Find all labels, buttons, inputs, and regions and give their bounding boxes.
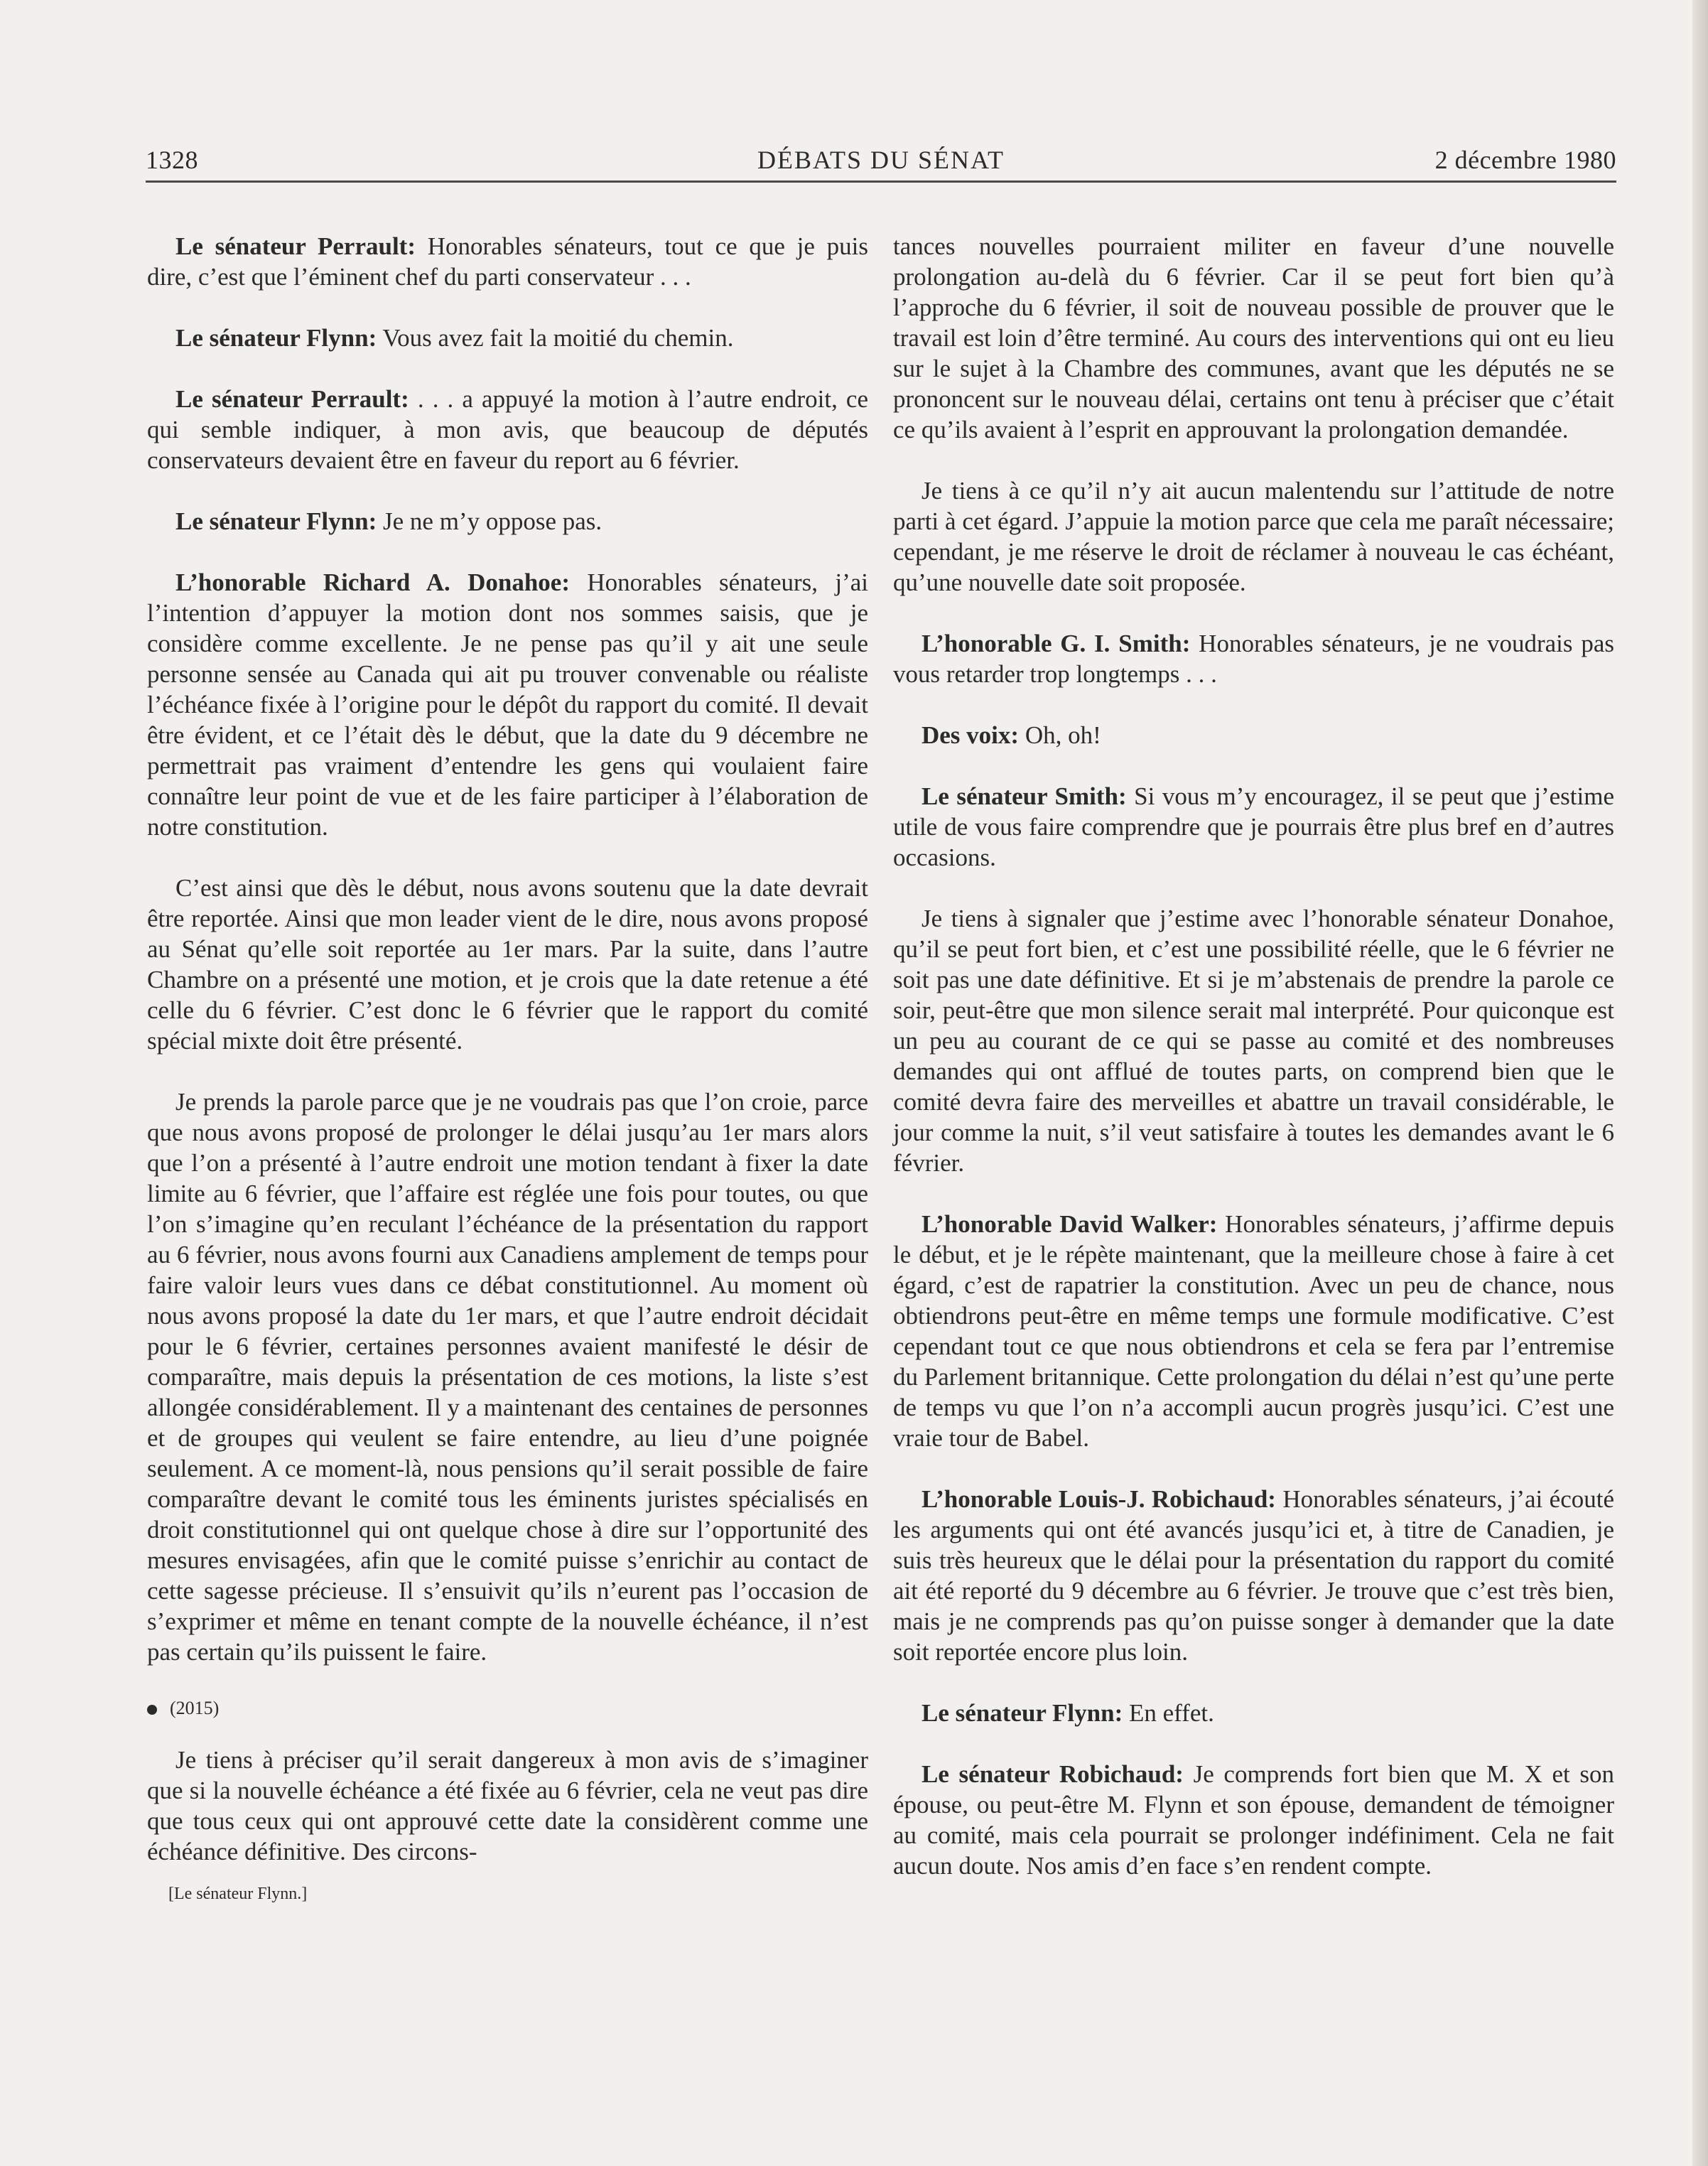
time-marker-text: (2015): [170, 1698, 220, 1718]
paragraph-text: Honorables sénateurs, j’ai écouté les arguments qui ont été avancés jusqu’ici et, à titre de Canadien, je suis très heureux que le délai pour la présentation du rapport du comité ait été reporté du 9 décembre au 6 février. Je trouve que c’est très bien, mais je ne comprends pas qu’on puisse songer à demander que la date soit reportée encore plus loin.: [893, 1485, 1614, 1666]
paragraph-text: Honorables sénateurs, je ne voudrais pas vous retarder trop longtemps . . .: [893, 630, 1614, 688]
paragraph: [147, 567, 868, 842]
right-column: [893, 231, 1614, 1912]
speaker-name: L’honorable David Walker:: [921, 1210, 1218, 1238]
paragraph-text: Je prends la parole parce que je ne voudrais pas que l’on croie, parce que nous avons proposé de prolonger le délai jusqu’au 1er mars alors que l’on a présenté à l’autre endroit une motion tendant à fixer la date limite au 6 février, que l’affaire est réglée une fois pour toutes, ou que l’on s’imagine qu’en reculant l’échéance de la présentation du rapport au 6 février, nous avons fourni aux Canadiens amplement de temps pour faire valoir leurs vues dans ce débat constitutionnel. Au moment où nous avons proposé la date du 1er mars, et que l’autre endroit décidait pour le 6 février, certaines personnes avaient manifesté le désir de comparaître, mais depuis la présentation de ces motions, la liste s’est allongée considérablement. Il y a maintenant des centaines de personnes et de groupes qui veulent se faire entendre, au lieu d’une poignée seulement. A ce moment-là, nous pensions qu’il serait possible de faire comparaître devant le comité tous les éminents juristes spécialisés en droit constitutionnel qui ont quelque chose à dire sur l’opportunité des mesures envisagées, afin que le comité puisse s’enrichir au contact de cette sagesse précieuse. Il s’ensuivit qu’ils n’eurent pas l’occasion de s’exprimer et même en tenant compte de la nouvelle échéance, il n’est pas certain qu’ils puissent le faire.: [147, 1088, 868, 1666]
paragraph: [893, 1209, 1614, 1453]
paragraph-text: tances nouvelles pourraient militer en faveur d’une nouvelle prolongation au-delà du 6 février. Car il se peut fort bien qu’à l’approche du 6 février, il soit de nouveau possible de prouver que le travail est loin d’être terminé. Au cours des interventions qui ont eu lieu sur le sujet à la Chambre des communes, avant que les députés ne se prononcent sur le nouveau délai, certains ont tenu à préciser que c’était ce qu’ils avaient à l’esprit en approuvant la prolongation demandée.: [893, 232, 1614, 443]
publication-title: DÉBATS DU SÉNAT: [757, 146, 1005, 174]
paragraph-text: Je comprends fort bien que M. X et son épouse, ou peut-être M. Flynn et son épouse, demandent de témoigner au comité, mais cela pourrait se prolonger indéfiniment. Cela ne fait aucun doute. Nos amis d’en face s’en rendent compte.: [893, 1760, 1614, 1880]
header-rule: [146, 180, 1616, 183]
paragraph-text: Honorables sénateurs, j’affirme depuis le début, et je le répète maintenant, que la meilleure chose à faire à cet égard, c’est de rapatrier la constitution. Avec un peu de chance, nous obtiendrons peut-être en même temps une formule modificative. C’est cependant tout ce que nous obtiendrons et cela se fera par l’entremise du Parlement britannique. Cette prolongation du délai n’est qu’une perte de temps vu que l’on n’a accompli aucun progrès jusqu’ici. C’est une vraie tour de Babel.: [893, 1210, 1614, 1452]
paragraph-text: Je tiens à ce qu’il n’y ait aucun malentendu sur l’attitude de notre parti à cet égard. J’appuie la motion parce que cela me paraît nécessaire; cependant, je me réserve le droit de réclamer à nouveau le cas échéant, qu’une nouvelle date soit proposée.: [893, 477, 1614, 596]
paragraph: [147, 231, 868, 292]
paragraph-text: Honorables sénateurs, j’ai l’intention d’appuyer la motion dont nos sommes saisis, que je considère comme excellente. Je ne pense pas qu’il y ait une seule personne sensée au Canada qui ait pu trouver convenable ou réaliste l’échéance fixée à l’origine pour le dépôt du rapport du comité. Il devait être évident, et ce l’était dès le début, que la date du 9 décembre ne permettrait pas vraiment d’entendre les gens qui voulaient faire connaître leur point de vue et de les faire participer à l’élaboration de notre constitution.: [147, 569, 868, 841]
speaker-name: Le sénateur Flynn:: [175, 507, 377, 535]
paragraph-text: . . . a appuyé la motion à l’autre endroit, ce qui semble indiquer, à mon avis, que beaucoup de députés conservateurs devaient être en faveur du report au 6 février.: [147, 385, 868, 474]
speaker-name: Le sénateur Flynn:: [921, 1699, 1123, 1727]
speaker-name: Le sénateur Perrault:: [175, 385, 409, 413]
speaker-name: L’honorable Louis-J. Robichaud:: [921, 1485, 1276, 1513]
paragraph-text: Je tiens à signaler que j’estime avec l’honorable sénateur Donahoe, qu’il se peut fort bien, et c’est une possibilité réelle, que le 6 février ne soit pas une date définitive. Et si je m’abstenais de prendre la parole ce soir, peut-être que mon silence serait mal interprété. Pour quiconque est un peu au courant de ce qui se passe au comité et des nombreuses demandes qui ont afflué de toutes parts, on comprend bien que le comité devra faire des merveilles et abattre un travail considérable, le jour comme la nuit, s’il veut satisfaire à toutes les demandes avant le 6 février.: [893, 905, 1614, 1177]
paragraph: [893, 231, 1614, 445]
paragraph: [147, 1745, 868, 1867]
paragraph: [893, 903, 1614, 1178]
speaker-name: Le sénateur Robichaud:: [921, 1760, 1184, 1788]
paragraph: [147, 1087, 868, 1667]
paragraph-text: Honorables sénateurs, tout ce que je puis dire, c’est que l’éminent chef du parti conservateur . . .: [147, 232, 868, 291]
speaker-name: L’honorable Richard A. Donahoe:: [175, 569, 570, 596]
paragraph: [893, 1484, 1614, 1667]
time-marker: [147, 1698, 868, 1719]
speaker-name: Le sénateur Flynn:: [175, 324, 377, 352]
paragraph-text: C’est ainsi que dès le début, nous avons soutenu que la date devrait être reportée. Ainsi que mon leader vient de le dire, nous avons proposé au Sénat qu’elle soit reportée au 1er mars. Par la suite, dans l’autre Chambre on a présenté une motion, et je crois que la date retenue a été celle du 6 février. C’est donc le 6 février que le rapport du comité spécial mixte doit être présenté.: [147, 874, 868, 1055]
paragraph-text: Je ne m’y oppose pas.: [377, 507, 602, 535]
paragraph: [147, 384, 868, 475]
paragraph: [893, 781, 1614, 873]
paragraph: [893, 720, 1614, 750]
speaker-name: L’honorable G. I. Smith:: [921, 630, 1191, 657]
paragraph-text: En effet.: [1123, 1699, 1214, 1727]
speaker-name: Des voix:: [921, 721, 1020, 749]
page-edge-shadow: [1692, 0, 1708, 2166]
paragraph-text: Je tiens à préciser qu’il serait dangereux à mon avis de s’imaginer que si la nouvelle échéance a été fixée au 6 février, cela ne veut pas dire que tous ceux qui ont approuvé cette date la considèrent comme une échéance définitive. Des circons-: [147, 1746, 868, 1865]
paragraph: [893, 628, 1614, 689]
paragraph: [147, 873, 868, 1056]
page-header: [146, 142, 1616, 182]
bullet-icon: [147, 1705, 157, 1715]
publication-date: 2 décembre 1980: [1434, 146, 1616, 174]
speaker-name: Le sénateur Perrault:: [175, 232, 416, 260]
paragraph: [893, 1698, 1614, 1728]
paragraph: [147, 506, 868, 537]
left-column: [147, 231, 868, 1904]
paragraph-text: Vous avez fait la moitié du chemin.: [377, 324, 734, 352]
paragraph-text: Oh, oh!: [1019, 721, 1101, 749]
paragraph: [893, 475, 1614, 598]
paragraph-text: Si vous m’y encouragez, il se peut que j’estime utile de vous faire comprendre que je pourrais être plus bref en d’autres occasions.: [893, 782, 1614, 871]
speaker-name: Le sénateur Smith:: [921, 782, 1127, 810]
page-number: 1328: [146, 146, 198, 174]
paragraph: [147, 323, 868, 353]
paragraph: [893, 1759, 1614, 1881]
speaker-footnote: [Le sénateur Flynn.]: [168, 1885, 308, 1903]
